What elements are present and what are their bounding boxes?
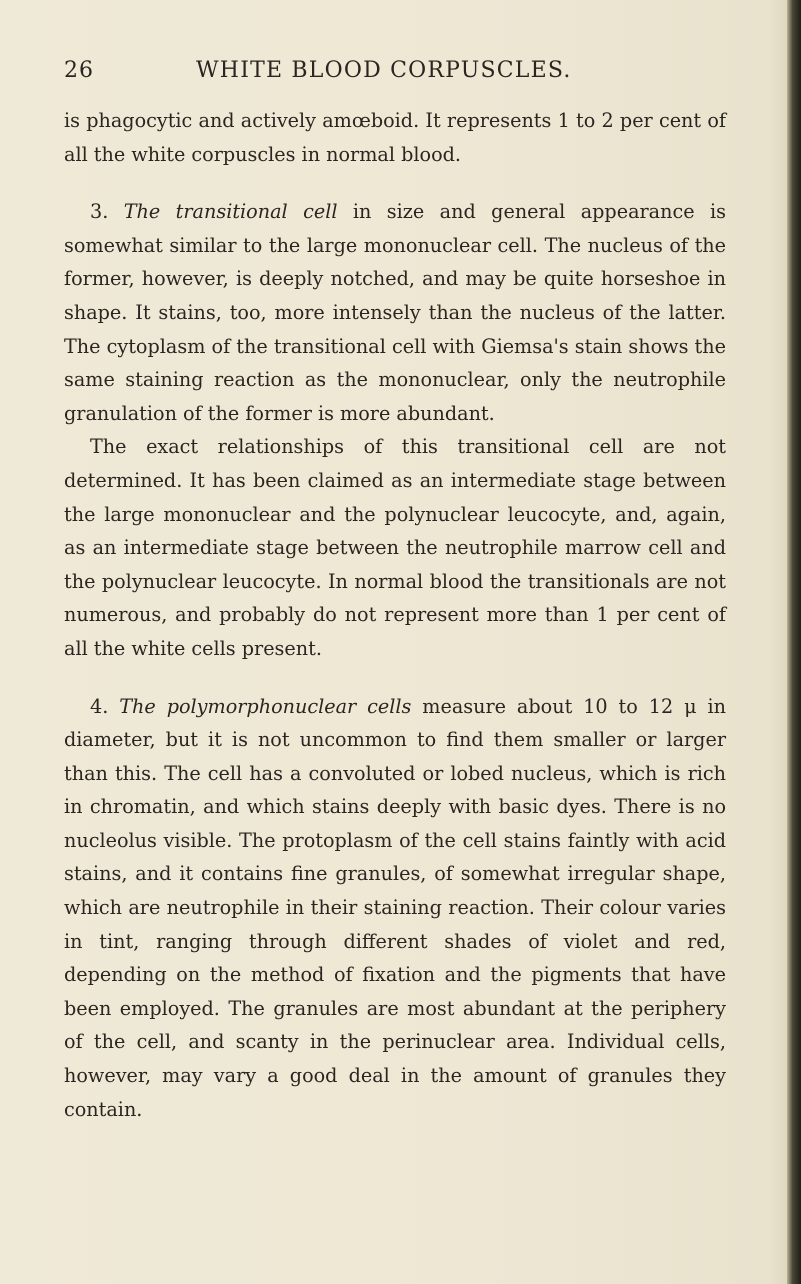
paragraph-text: in size and general appearance is somewhat similar to the large mononuclear cell. The nucleus of the former, however, is deeply notched, and may be quite horseshoe in shape. It stains, too, more intensely than the nucleus of the latter. The cytoplasm of the transitional cell with Giemsa's stain shows the same staining reaction as the mononuclear, only the neutrophile granulation of the former is more abundant. [64,200,726,425]
paragraph-continuation [64,104,726,171]
paragraph-lead: 3. [90,200,124,224]
paragraph-text: measure about 10 to 12 μ in diameter, but it is not uncommon to find them smaller or larger than this. The cell has a convoluted or lobed nucleus, which is rich in chromatin, and which stains deeply with basic dyes. There is no nucleolus visible. The protoplasm of the cell stains faintly with acid stains, and it contains fine granules, of somewhat irregular shape, which are neutrophile in their staining reaction. Their colour varies in tint, ranging through different shades of violet and red, depending on the method of fixation and the pigments that have been employed. The granules are most abundant at the periphery of the cell, and scanty in the perinuclear area. Individual cells, however, may vary a good deal in the amount of granules they contain. [64,694,726,1121]
paragraph-transitional-cell [64,195,726,430]
body-text [64,104,726,1126]
page-edge-shadow [787,0,801,1284]
paragraph-text: The exact relationships of this transitional cell are not determined. It has been claimed as an intermediate stage between the large mononuclear and the polynuclear leucocyte, and, again, as an intermediate stage between the neutrophile marrow cell and the polynuclear leucocyte. In normal blood the transitionals are not numerous, and probably do not represent more than 1 per cent of all the white cells present. [64,435,726,660]
running-head: WHITE BLOOD CORPUSCLES. [196,58,572,83]
page-header [64,58,764,88]
paragraph-text: is phagocytic and actively amœboid. It represents 1 to 2 per cent of all the white corpuscles in normal blood. [64,109,726,166]
paragraph-polymorphonuclear-cells [64,690,726,1127]
paragraph-heading-italic: The polymorphonuclear cells [119,694,412,718]
paragraph-relationships [64,430,726,665]
paragraph-lead: 4. [90,694,120,718]
paragraph-heading-italic: The transitional cell [123,200,338,224]
page-number: 26 [64,58,94,83]
